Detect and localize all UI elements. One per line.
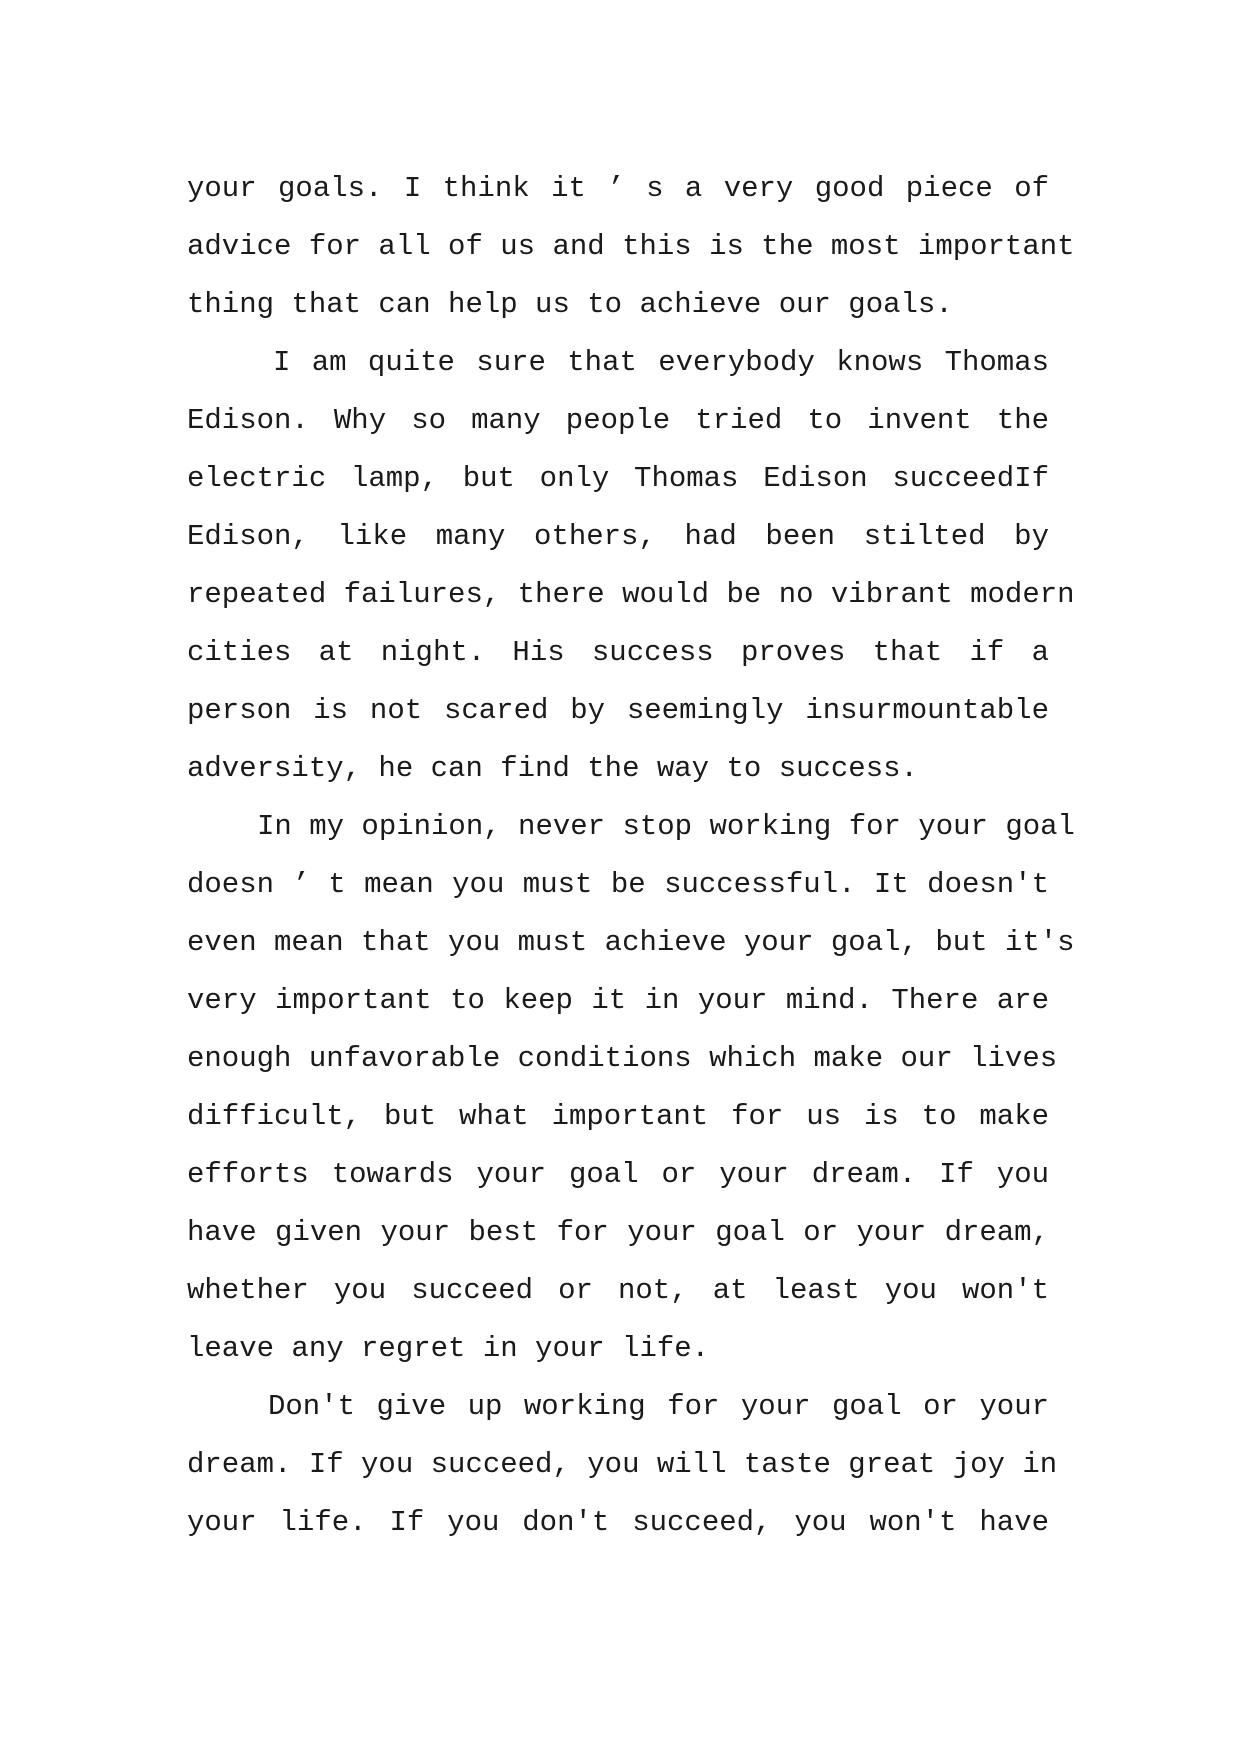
paragraph-3 xyxy=(187,798,1075,1378)
text-line: adversity, he can find the way to success. xyxy=(187,752,918,785)
text-line: Edison, like many others, had been stilted by xyxy=(187,520,1049,553)
paragraph-4 xyxy=(187,1378,1058,1552)
paragraph-2 xyxy=(187,334,1075,798)
text-line: advice for all of us and this is the most important xyxy=(187,230,1075,263)
text-line: doesn ’ t mean you must be successful. It doesn't xyxy=(187,868,1049,901)
text-line: dream. If you succeed, you will taste great joy in xyxy=(187,1448,1058,1481)
text-line: I am quite sure that everybody knows Thomas xyxy=(273,346,1049,379)
text-line: enough unfavorable conditions which make our lives xyxy=(187,1042,1058,1075)
document-body xyxy=(187,160,1075,1552)
text-line: very important to keep it in your mind. There are xyxy=(187,984,1049,1017)
text-line: cities at night. His success proves that if a xyxy=(187,636,1049,669)
text-line: your life. If you don't succeed, you won't have xyxy=(187,1506,1049,1539)
text-line: whether you succeed or not, at least you won't xyxy=(187,1274,1049,1307)
paragraph-1 xyxy=(187,160,1075,334)
text-line: efforts towards your goal or your dream. If you xyxy=(187,1158,1049,1191)
text-line: difficult, but what important for us is to make xyxy=(187,1100,1049,1133)
text-line: thing that can help us to achieve our goals. xyxy=(187,288,953,321)
text-line: leave any regret in your life. xyxy=(187,1332,710,1365)
text-line: repeated failures, there would be no vibrant modern xyxy=(187,578,1075,611)
text-line: your goals. I think it ’ s a very good piece of xyxy=(187,172,1049,205)
text-line: electric lamp, but only Thomas Edison succeedIf xyxy=(187,462,1049,495)
text-line: even mean that you must achieve your goal, but it's xyxy=(187,926,1075,959)
text-line: person is not scared by seemingly insurmountable xyxy=(187,694,1049,727)
text-line: In my opinion, never stop working for your goal xyxy=(257,810,1075,843)
text-line: have given your best for your goal or your dream, xyxy=(187,1216,1049,1249)
text-line: Don't give up working for your goal or your xyxy=(268,1390,1049,1423)
text-line: Edison. Why so many people tried to invent the xyxy=(187,404,1049,437)
